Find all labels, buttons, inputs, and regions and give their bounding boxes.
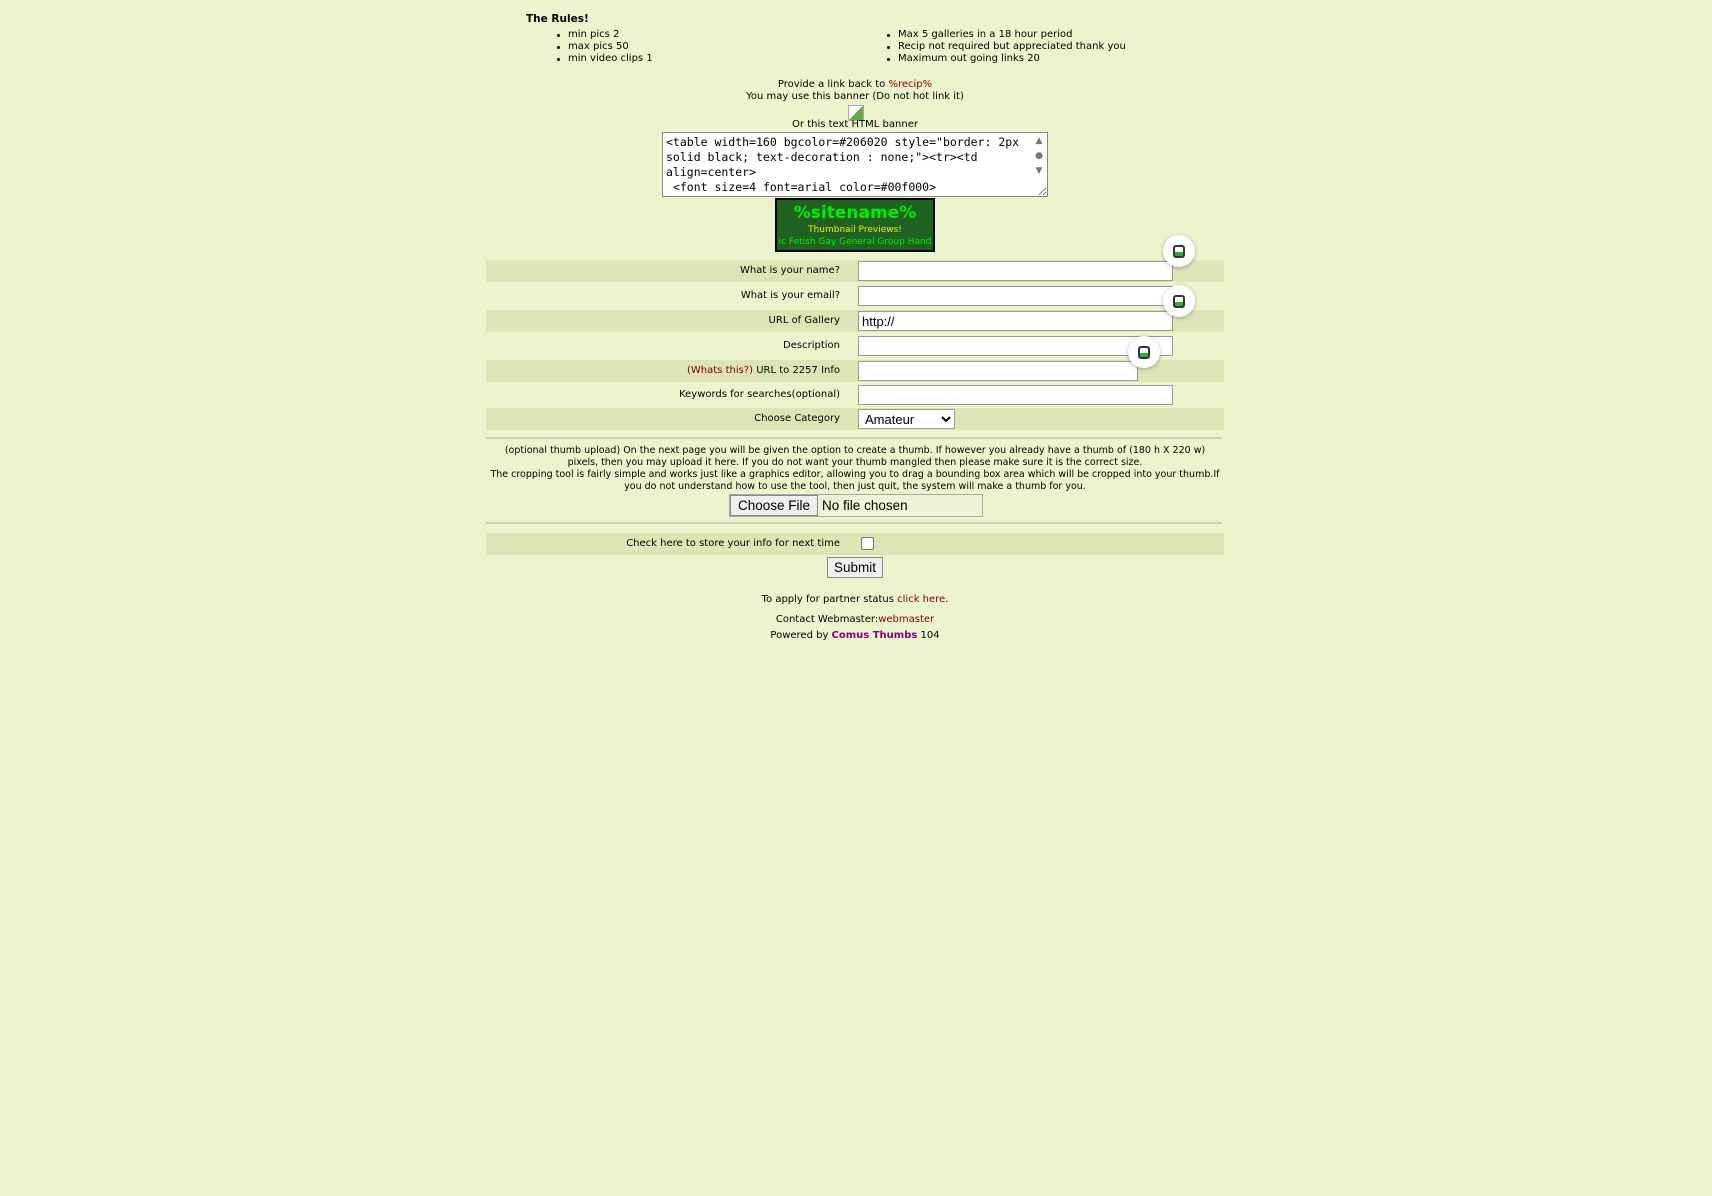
store-info-row [486,533,1224,555]
name-label: What is your name? [740,265,840,276]
linkback-line [486,79,1224,90]
contact-text: Contact Webmaster: [775,614,879,625]
store-info-label: Check here to store your info for next time [626,538,840,549]
linkback-text: Provide a link back to [777,79,889,90]
partner-text: To apply for partner status [761,594,898,605]
keywords-input[interactable] [858,385,1173,405]
description-label: Description [783,340,840,351]
rule-item: min pics 2 [556,29,653,41]
autofill-bot-icon[interactable] [1128,336,1160,368]
info2257-input[interactable] [858,361,1138,381]
rules-list-right [886,29,1126,65]
url-label: URL of Gallery [768,315,840,326]
description-input[interactable] [858,336,1173,356]
rule-item: Recip not required but appreciated thank you [886,41,1126,53]
thumb-file-input[interactable] [729,494,983,517]
banner-tagline: Thumbnail Previews! [808,225,902,235]
thumb-upload-info [490,445,1220,493]
description-row [486,335,1224,357]
rule-item: Maximum out going links 20 [886,53,1126,65]
banner-html-textarea[interactable] [662,132,1048,197]
rule-item: Max 5 galleries in a 18 hour period [886,29,1126,41]
partner-link[interactable]: click here [897,594,946,605]
store-info-checkbox[interactable] [861,537,874,550]
banner-note: You may use this banner (Do not hot link it) [746,91,964,102]
text-banner-note: Or this text HTML banner [792,119,918,130]
thumb-text-1: (optional thumb upload) On the next page you will be given the option to create a thumb. If however you already have a thumb of (180 h X 220 w) pixels, then you may upload it here. If you do not want your thumb mangled then please make sure it is the correct size. [504,445,1206,468]
submit-button[interactable]: Submit [827,557,883,578]
thumb-text-2: The cropping tool is fairly simple and works just like a graphics editor, allowing you to drag a bounding box area which will be cropped into your thumb.If you do not understand how to use the tool, then just quit, the system will make a thumb for you. [490,469,1220,492]
name-row [486,260,1224,282]
whats-this-link[interactable]: (Whats this?) [687,365,754,376]
comus-thumbs-link[interactable]: Comus Thumbs [831,630,918,641]
keywords-row [486,384,1224,406]
info2257-row [486,360,1224,382]
text-banner-preview [775,198,935,252]
autofill-bot-icon[interactable] [1163,235,1195,267]
info2257-label: URL to 2257 Info [753,365,840,376]
powered-version: 104 [917,630,940,641]
choose-file-button[interactable]: Choose File [730,495,818,516]
rules-list-left [556,29,653,65]
info2257-label-wrap [687,360,840,382]
powered-text: Powered by [770,630,832,641]
rule-item: max pics 50 [556,41,653,53]
url-row [486,310,1224,332]
category-row [486,408,1224,430]
gallery-url-input[interactable] [858,311,1173,331]
divider [486,522,1222,524]
email-row [486,285,1224,307]
divider [486,437,1222,439]
banner-categories: ic Fetish Gay General Group Hand [778,237,932,247]
recip-link[interactable]: %recip% [888,79,933,90]
banner-sitename: %sitename% [793,203,917,223]
rule-item: min video clips 1 [556,53,653,65]
keywords-label: Keywords for searches(optional) [679,389,840,400]
autofill-bot-icon[interactable] [1163,285,1195,317]
category-select[interactable] [858,409,955,429]
file-status: No file chosen [822,498,908,513]
powered-line [486,630,1224,641]
email-label: What is your email? [740,290,840,301]
rules-title: The Rules! [526,13,589,25]
partner-suffix: . [945,594,949,605]
textarea-scrollbar[interactable]: ▲ ● ▼ [1035,136,1043,176]
contact-line [486,614,1224,625]
webmaster-link[interactable]: webmaster [878,614,935,625]
email-input[interactable] [858,286,1173,306]
category-label: Choose Category [754,413,840,424]
name-input[interactable] [858,261,1173,281]
partner-line [486,594,1224,605]
